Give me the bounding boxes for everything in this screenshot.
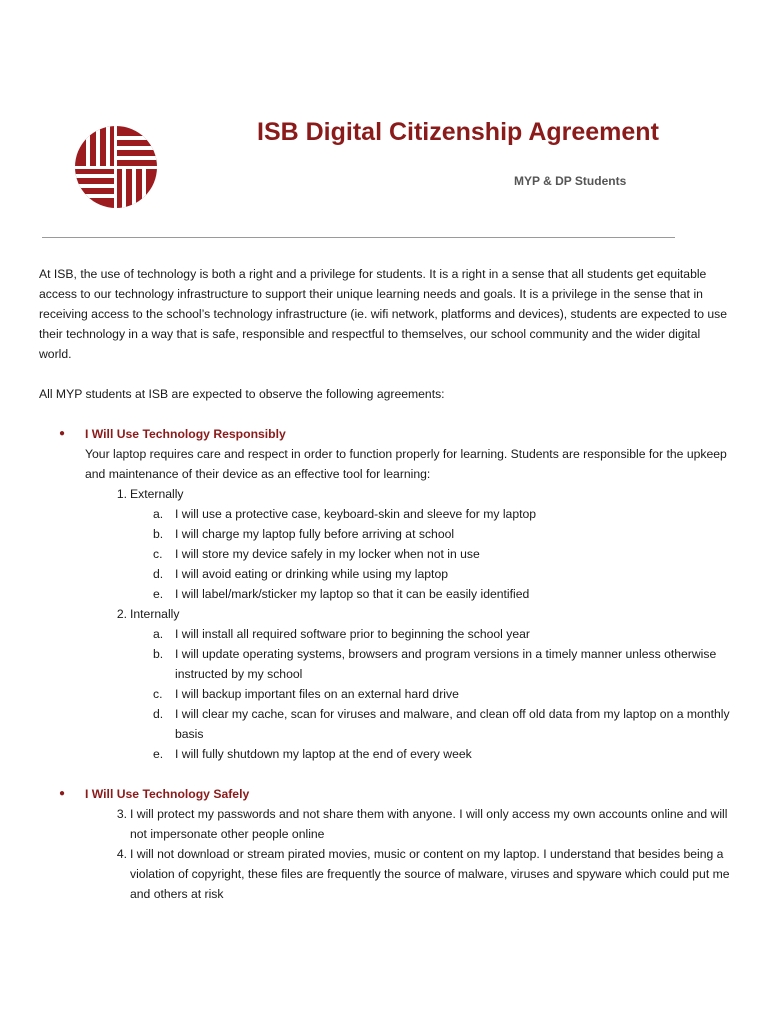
section-title: I Will Use Technology Safely [85, 787, 250, 801]
section-title: I Will Use Technology Responsibly [85, 427, 286, 441]
header-divider [42, 237, 675, 238]
list-item: b. I will update operating systems, browsers and program versions in a timely manner unless otherwise instructed by my school [153, 647, 717, 681]
isb-logo [72, 122, 160, 212]
list-item: 1. Externally [116, 487, 184, 501]
section-responsibly [39, 424, 734, 764]
bullet-icon: ● [59, 428, 66, 439]
document-subtitle: MYP & DP Students [514, 174, 627, 188]
list-item: 3. I will protect my passwords and not share them with anyone. I will only access my own accounts online and will not impersonate other people online [116, 807, 728, 841]
list-item: e. I will label/mark/sticker my laptop so that it can be easily identified [153, 587, 530, 601]
list-item: c. I will backup important files on an external hard drive [153, 687, 459, 701]
bullet-icon: ● [59, 788, 66, 799]
list-item: b. I will charge my laptop fully before arriving at school [153, 527, 455, 541]
list-item: c. I will store my device safely in my locker when not in use [153, 547, 480, 561]
agreements-lead: All MYP students at ISB are expected to observe the following agreements: [39, 387, 445, 401]
section-body: Your laptop requires care and respect in order to function properly for learning. Students are responsible for the upkeep and maintenance of their device as an effective tool for learning: [85, 447, 727, 481]
document-body [39, 264, 734, 904]
list-item: d. I will avoid eating or drinking while using my laptop [153, 567, 449, 581]
list-item: a. I will use a protective case, keyboard-skin and sleeve for my laptop [153, 507, 537, 521]
list-item: e. I will fully shutdown my laptop at the end of every week [153, 747, 472, 761]
list-item: d. I will clear my cache, scan for viruses and malware, and clean off old data from my laptop on a monthly basis [153, 707, 730, 741]
intro-paragraph: At ISB, the use of technology is both a right and a privilege for students. It is a right in a sense that all students get equitable access to our technology infrastructure to support their unique learning needs and goals. It is a privilege in the sense that in receiving access to the school’s technology infrastructure (ie. wifi network, platforms and devices), students are expected to use their technology in a way that is safe, responsible and respectful to themselves, our school community and the wider digital world. [39, 267, 728, 361]
document-title: ISB Digital Citizenship Agreement [257, 118, 659, 146]
section-safely [39, 784, 734, 904]
list-item: 4. I will not download or stream pirated movies, music or content on my laptop. I understand that besides being a violation of copyright, these files are frequently the source of malware, viruses and spyware which could put me and others at risk [116, 847, 730, 901]
list-item: 2. Internally [116, 607, 180, 621]
list-item: a. I will install all required software prior to beginning the school year [153, 627, 530, 641]
